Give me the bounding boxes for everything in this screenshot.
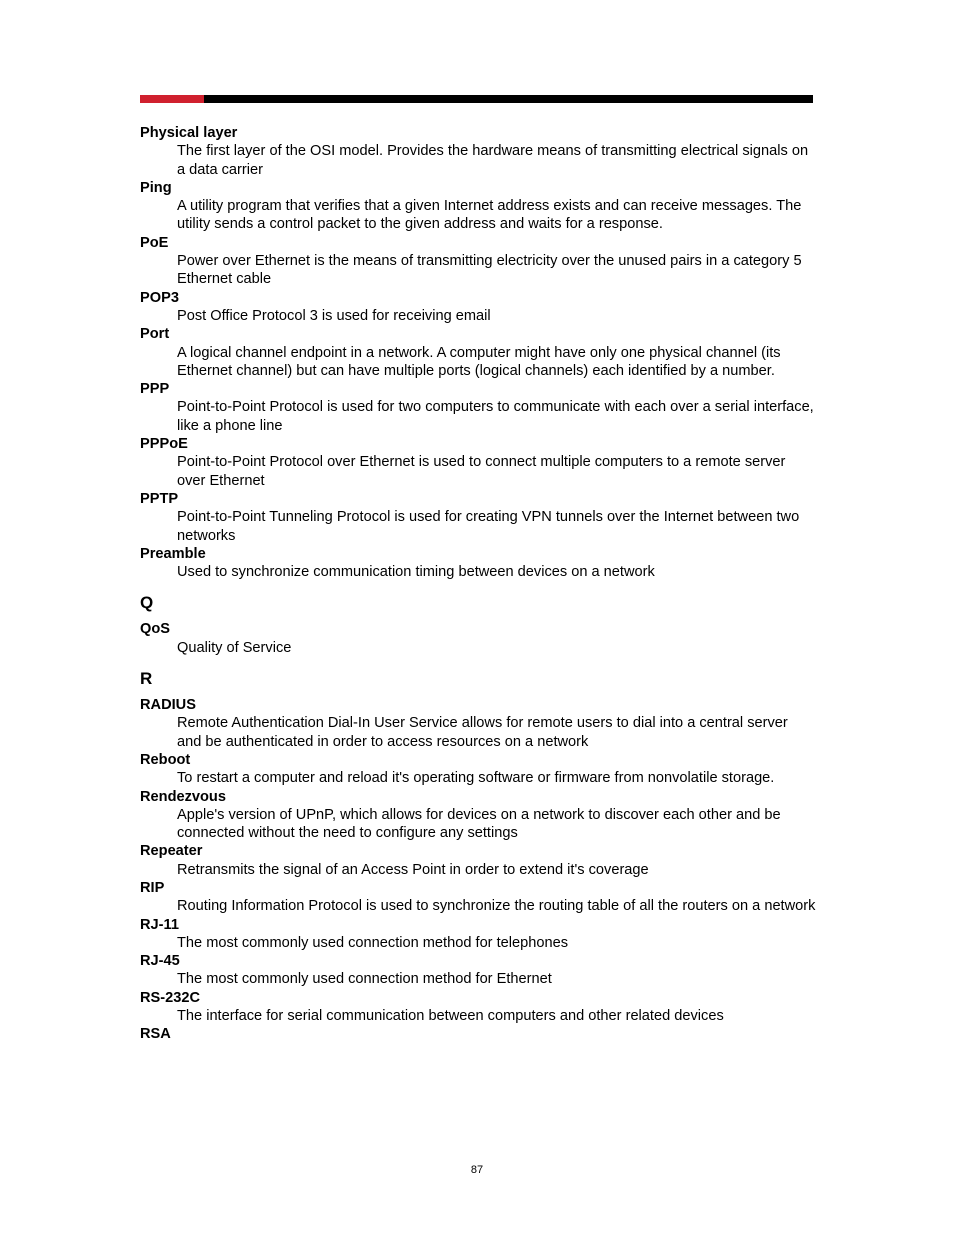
glossary-entry [140, 952, 816, 989]
glossary-entry [140, 1025, 816, 1043]
glossary-entry [140, 989, 816, 1026]
glossary-definition: Retransmits the signal of an Access Point in order to extend it's coverage [177, 861, 649, 878]
glossary-entry [140, 916, 816, 953]
glossary-term: Port [140, 326, 170, 343]
glossary-term: RJ-11 [140, 916, 179, 933]
page-number: 87 [470, 1164, 484, 1176]
glossary-definition: The most commonly used connection method for telephones [177, 934, 569, 951]
glossary-definition: Point-to-Point Tunneling Protocol is used for creating VPN tunnels over the Internet between two networks [177, 509, 800, 544]
glossary-term: RJ-45 [140, 953, 180, 970]
header-rule-red-segment [140, 95, 204, 103]
glossary-definition: Point-to-Point Protocol is used for two computers to communicate with each over a serial interface, like a phone line [177, 399, 814, 434]
section-heading-r: R [140, 669, 153, 689]
glossary-entry [140, 435, 816, 490]
glossary-definition: Remote Authentication Dial-In User Service allows for remote users to dial into a central server and be authenticated in order to access resources on a network [177, 715, 788, 750]
glossary-entry [140, 380, 816, 435]
glossary-term: Rendezvous [140, 788, 226, 805]
glossary-definition: Power over Ethernet is the means of transmitting electricity over the unused pairs in a category 5 Ethernet cable [177, 253, 802, 288]
glossary-definition: Apple's version of UPnP, which allows for devices on a network to discover each other and be connected without the need to configure any settings [177, 806, 781, 842]
glossary-entry [140, 842, 816, 879]
glossary-term: Physical layer [140, 125, 238, 141]
glossary-entry [140, 289, 816, 326]
glossary-definition: Post Office Protocol 3 is used for receiving email [177, 307, 491, 324]
glossary-entry [140, 325, 816, 380]
glossary-entry [140, 696, 816, 751]
glossary-entry [140, 124, 816, 179]
glossary-definition: A utility program that verifies that a given Internet address exists and can receive messages. The utility sends a control packet to the given address and waits for a response. [177, 198, 802, 233]
glossary-definition: To restart a computer and reload it's operating software or firmware from nonvolatile storage. [177, 770, 775, 787]
glossary-definition: Quality of Service [177, 639, 292, 656]
glossary-term: Ping [140, 179, 172, 196]
glossary-term: PPTP [140, 490, 179, 507]
glossary-content [140, 124, 816, 1044]
header-rule-black-segment [204, 95, 813, 103]
glossary-definition: Routing Information Protocol is used to synchronize the routing table of all the routers on a network [177, 898, 816, 915]
glossary-entry [140, 751, 816, 788]
glossary-definition: Used to synchronize communication timing between devices on a network [177, 564, 655, 581]
glossary-term: RSA [140, 1026, 171, 1043]
glossary-term: Reboot [140, 751, 191, 768]
glossary-definition: The first layer of the OSI model. Provides the hardware means of transmitting electrical signals on a data carrier [177, 143, 809, 178]
glossary-definition: The most commonly used connection method for Ethernet [177, 971, 552, 988]
glossary-term: RS-232C [140, 989, 201, 1006]
glossary-term: PPP [140, 381, 170, 398]
glossary-entry [140, 179, 816, 234]
glossary-term: PPPoE [140, 436, 188, 453]
section-heading-q: Q [140, 593, 154, 613]
glossary-term: POP3 [140, 289, 179, 306]
glossary-entry [140, 879, 816, 916]
glossary-term: RADIUS [140, 697, 196, 714]
glossary-term: Preamble [140, 545, 206, 562]
glossary-entry [140, 490, 816, 545]
glossary-entry [140, 788, 816, 843]
glossary-definition: Point-to-Point Protocol over Ethernet is used to connect multiple computers to a remote server over Ethernet [177, 454, 786, 489]
glossary-definition: The interface for serial communication between computers and other related devices [177, 1008, 724, 1025]
header-rule [140, 95, 813, 103]
glossary-term: Repeater [140, 843, 203, 860]
glossary-entry [140, 234, 816, 289]
glossary-term: QoS [140, 621, 170, 638]
glossary-entry [140, 545, 816, 582]
glossary-term: PoE [140, 234, 169, 251]
glossary-entry [140, 620, 816, 657]
glossary-term: RIP [140, 879, 165, 896]
glossary-definition: A logical channel endpoint in a network. A computer might have only one physical channel (its Ethernet channel) but can have multiple ports (logical channels) each identified by a number. [177, 344, 781, 379]
